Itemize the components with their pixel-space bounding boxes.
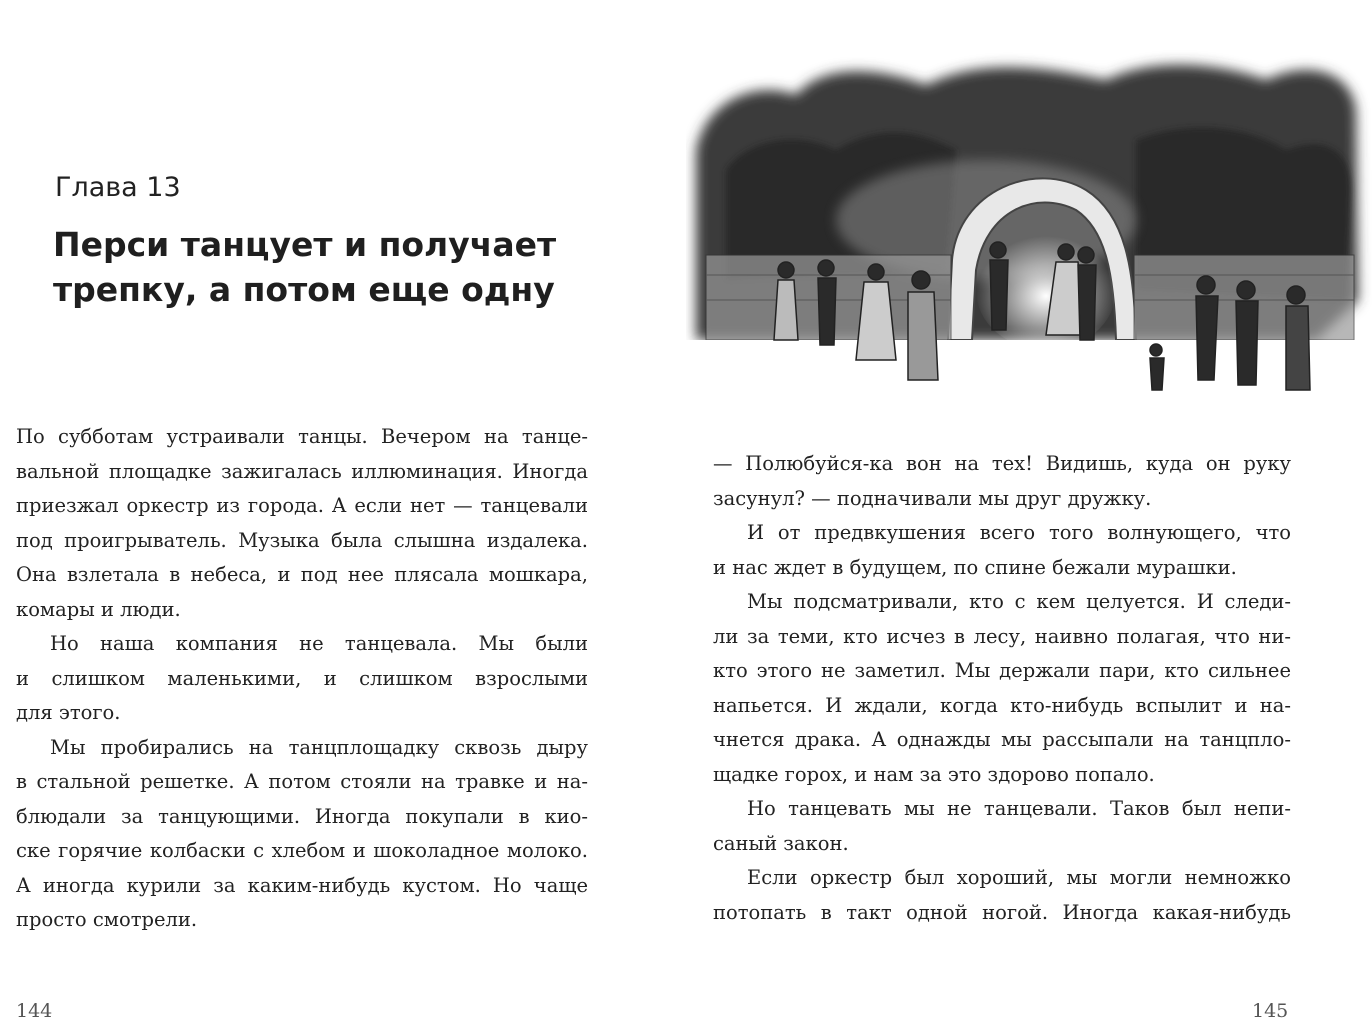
chapter-title-line: Перси танцует и получает (53, 225, 557, 264)
text-line: и слишком маленькими, и слишком взрослыми (16, 666, 588, 690)
text-line: Мы пробирались на танцплощадку сквозь дыру (50, 735, 588, 759)
page-number: 144 (16, 1000, 53, 1022)
text-line: блюдали за танцующими. Иногда покупали в кио- (16, 804, 588, 828)
chapter-title-line: трепку, а потом еще одну (53, 270, 555, 309)
text-line: — Полюбуйся-ка вон на тех! Видишь, куда он руку (713, 452, 1291, 475)
text-line: щадке горох, и нам за это здорово попало. (713, 762, 1155, 786)
text-line: просто смотрели. (16, 908, 198, 931)
text-line: Но танцевать мы не танцевали. Таков был непи- (747, 797, 1291, 820)
text-line: напьется. И ждали, когда кто-нибудь вспылит и на- (713, 693, 1291, 717)
chapter-title (53, 222, 613, 312)
chapter-label: Глава 13 (55, 172, 181, 203)
text-line: А иногда курили за каким-нибудь кустом. Но чаще (16, 873, 588, 897)
right-body-text (713, 447, 1291, 930)
text-line: ске горячие колбаски с хлебом и шоколадное молоко. (16, 839, 588, 862)
dance-floor-illustration (686, 40, 1372, 440)
text-line: Мы подсматривали, кто с кем целуется. И следи- (747, 590, 1291, 613)
text-line: И от предвкушения всего того волнующего, что (747, 521, 1291, 544)
text-line: потопать в такт одной ногой. Иногда какая-нибудь (713, 900, 1291, 924)
right-page (686, 0, 1372, 1036)
text-line: Но наша компания не танцевала. Мы были (50, 632, 588, 655)
text-line: По субботам устраивали танцы. Вечером на танце- (16, 425, 588, 448)
text-line: приезжал оркестр из города. А если нет — танцевали (16, 494, 588, 517)
text-line: кто этого не заметил. Мы держали пари, кто сильнее (713, 659, 1291, 682)
text-line: под проигрыватель. Музыка была слышна издалека. (16, 528, 588, 552)
text-line: в стальной решетке. А потом стояли на травке и на- (16, 770, 588, 793)
text-line: для этого. (16, 701, 121, 724)
left-body-text (16, 420, 588, 938)
text-line: и нас ждет в будущем, по спине бежали мурашки. (713, 555, 1237, 579)
text-line: комары и люди. (16, 597, 181, 621)
ground (686, 340, 1372, 440)
text-line: вальной площадке зажигалась иллюминация. Иногда (16, 459, 588, 483)
text-line: чнется драка. А однажды мы рассыпали на танцпло- (713, 728, 1291, 751)
text-line: засунул? — подначивали мы друг дружку. (713, 486, 1152, 510)
text-line: Она взлетала в небеса, и под нее плясала мошкара, (16, 563, 588, 586)
page-number: 145 (1252, 1000, 1289, 1022)
text-line: Если оркестр был хороший, мы могли немножко (747, 866, 1291, 889)
text-line: ли за теми, кто исчез в лесу, наивно полагая, что ни- (713, 624, 1291, 648)
text-line: саный закон. (713, 831, 849, 855)
